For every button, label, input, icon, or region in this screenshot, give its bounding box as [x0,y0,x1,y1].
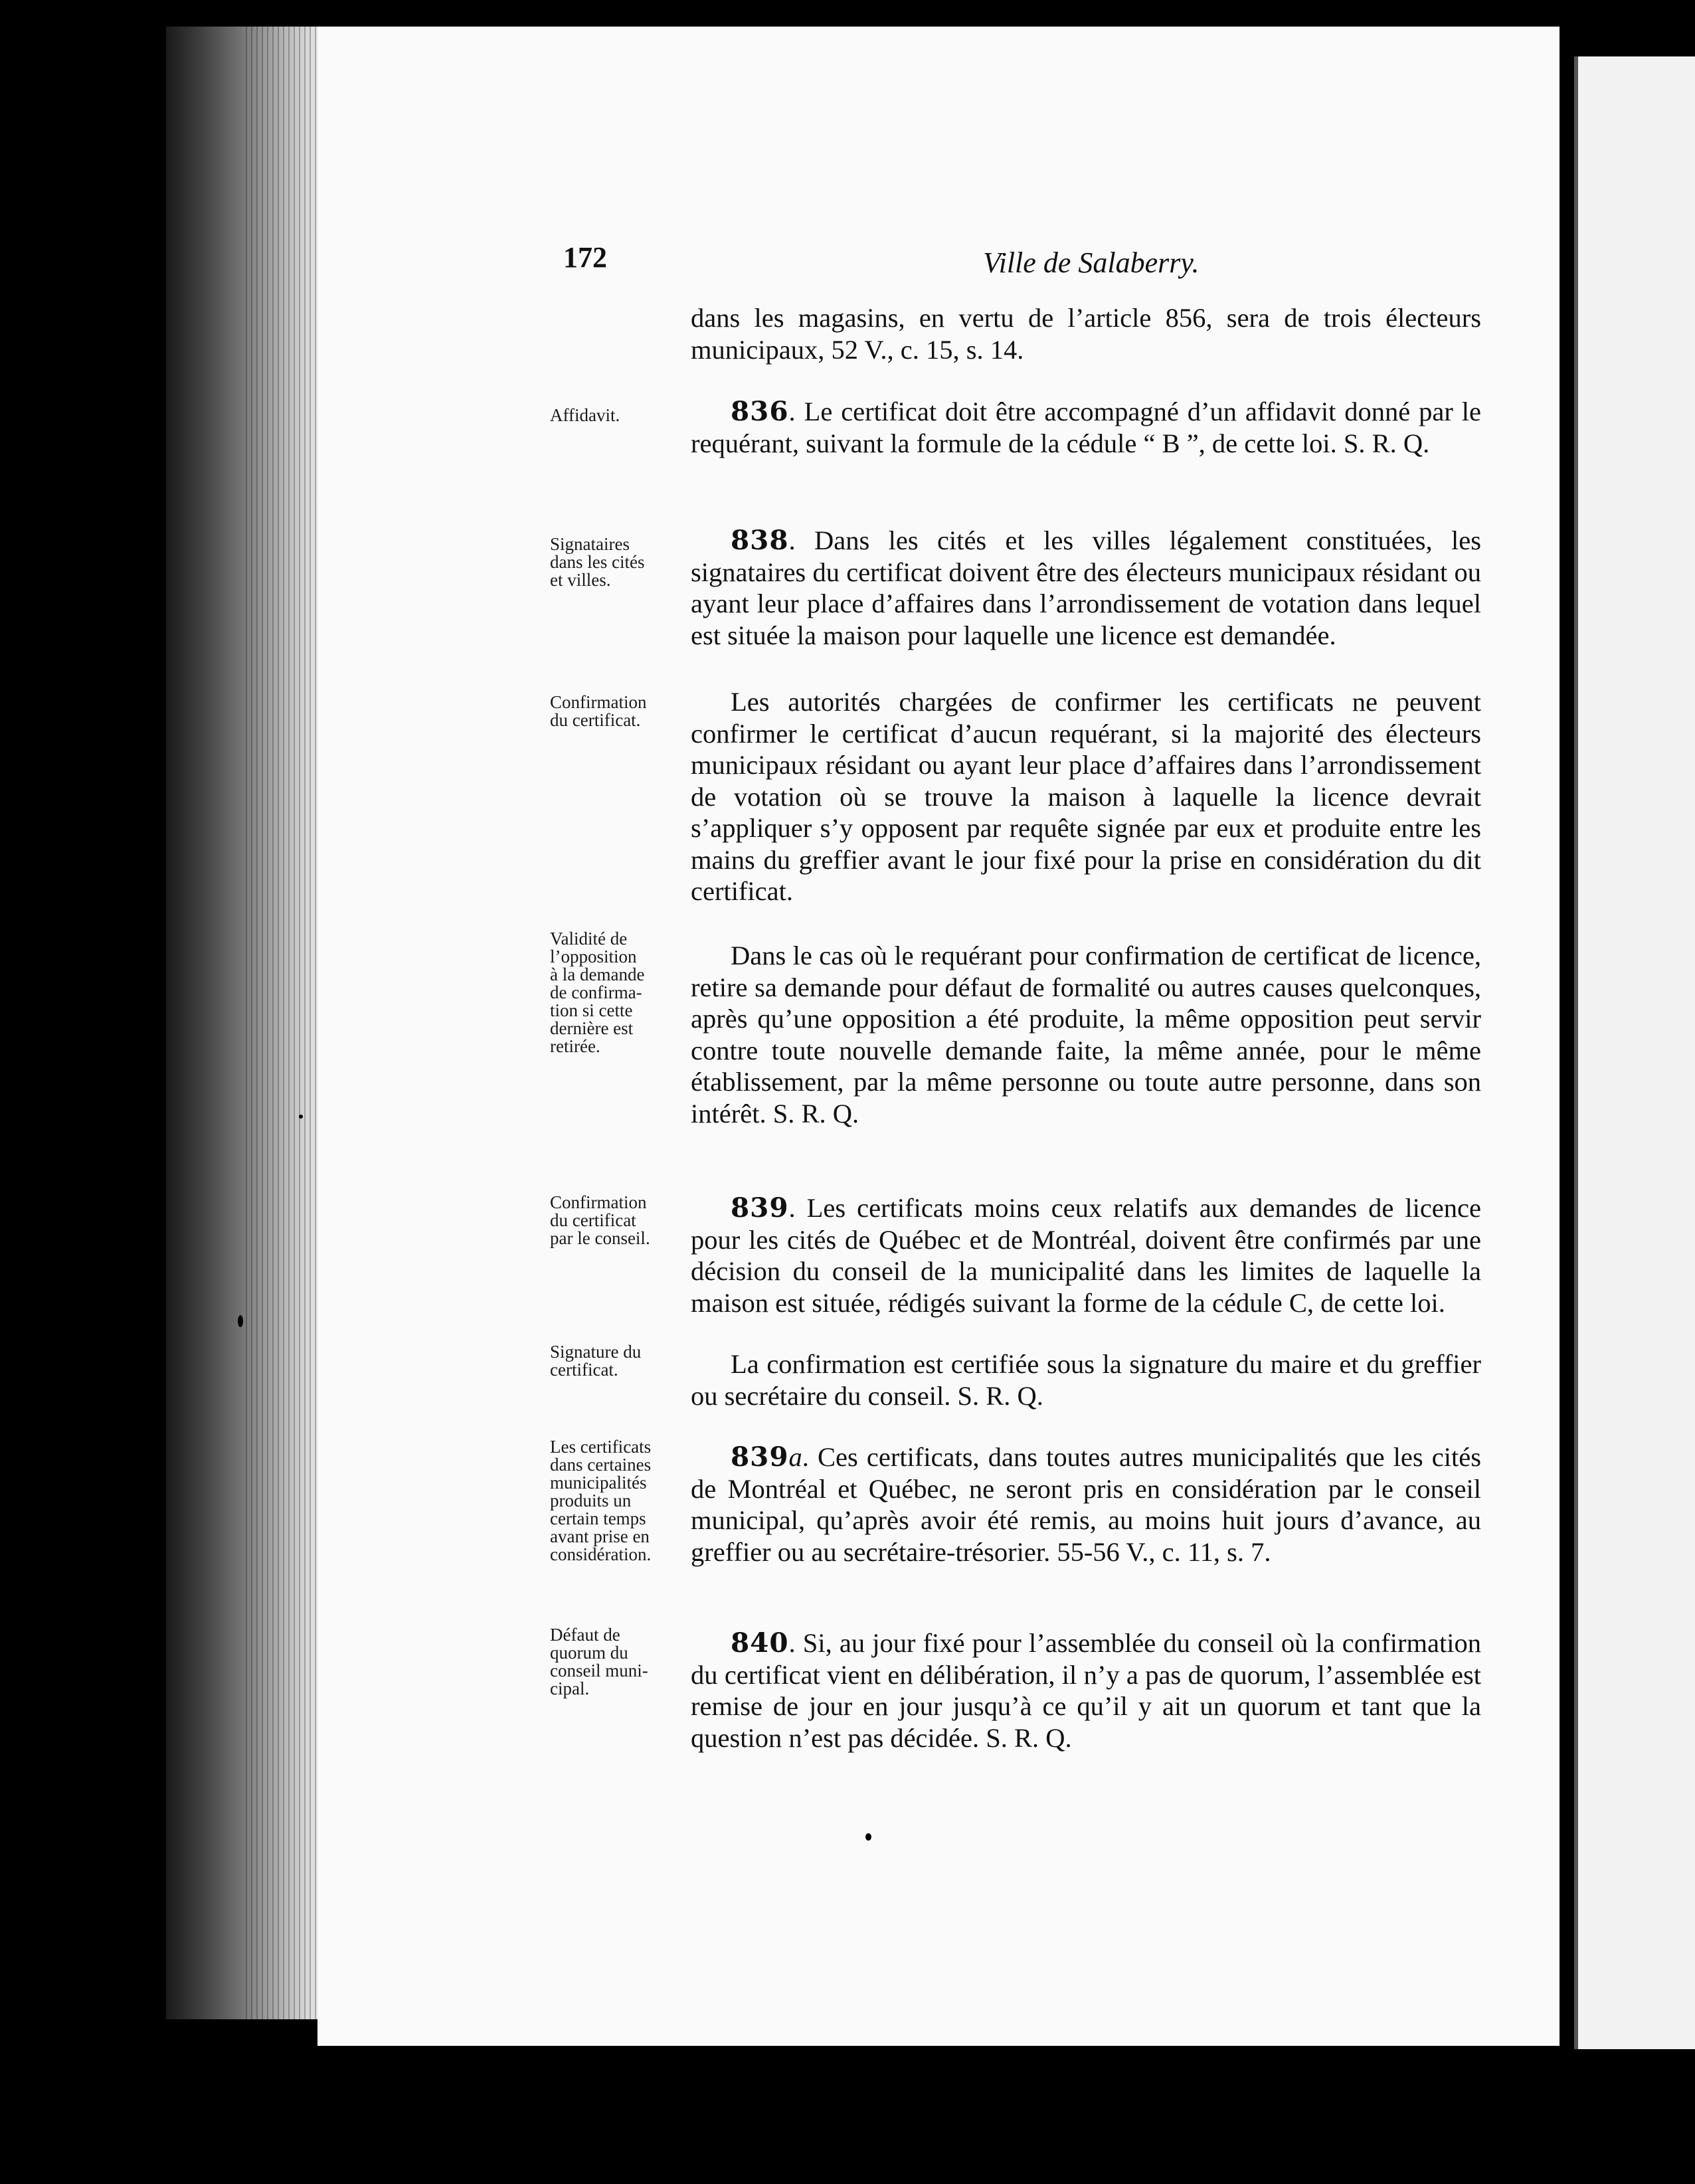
running-title: Ville de Salaberry. [983,246,1200,279]
margin-note-line: tion si cette [550,1000,633,1020]
section-number: 839 [731,1192,789,1224]
margin-note-quorum [550,1626,697,1698]
margin-note-line: considération. [550,1544,652,1564]
margin-note-line: du certificat. [550,710,641,730]
margin-note-certificats [550,1438,697,1564]
paragraph-838-confirmation [691,686,1481,907]
page-number: 172 [563,241,607,274]
margin-note-line: et villes. [550,570,611,590]
margin-note-line: municipalités [550,1473,647,1493]
paragraph-text: La confirmation est certifiée sous la signature du maire et du greffier ou secrétaire du conseil. S. R. Q. [691,1349,1481,1411]
margin-note-line: quorum du [550,1643,628,1663]
margin-note-affidavit [550,407,697,424]
section-text: . Ces certificats, dans toutes autres municipalités que les cités de Montréal et Québec, ne seront pris en considération par le conseil municipal, qu’après avoir été remis, au moins huit jours d’avance, au greffier ou au secrétaire-trésorier. 55-56 V., c. 11, s. 7. [691,1442,1481,1567]
section-number: 838 [731,524,789,556]
section-839 [691,1192,1481,1319]
section-text: . Les certificats moins ceux relatifs aux demandes de licence pour les cités de Québec et de Montréal, doivent être confirmés par une décision du conseil de la municipalité dans les limites de laquelle la maison est située, rédigés suivant la forme de la cédule C, de cette loi. [691,1193,1481,1318]
margin-note-line: certain temps [550,1508,646,1528]
section-839a [691,1441,1481,1568]
facing-page-shadow [1574,56,1578,2049]
margin-note-line: Validité de [550,929,628,949]
margin-note-confirmation [550,693,697,729]
margin-note-line: retirée. [550,1036,600,1056]
paragraph-838-opposition [691,940,1481,1129]
section-text: . Dans les cités et les villes légalement constituées, les signataires du certificat doivent être des électeurs municipaux résidant ou ayant leur place d’affaires dans l’arrondissement de votation dans lequel est située la maison pour laquelle une licence est demandée. [691,525,1481,650]
margin-note-line: Les certificats [550,1437,652,1457]
page-edge-lines [246,27,319,2019]
margin-note-line: Défaut de [550,1625,620,1645]
scan-speck [865,1833,871,1841]
margin-note-line: l’opposition [550,947,637,966]
margin-note-line: conseil muni- [550,1661,648,1681]
margin-note-line: Confirmation [550,1192,647,1212]
section-suffix: a [788,1442,802,1472]
margin-note-line: dernière est [550,1018,634,1038]
section-840 [691,1627,1481,1754]
margin-note-line: du certificat [550,1210,636,1230]
paragraph-text: Dans le cas où le requérant pour confirmation de certificat de licence, retire sa demande pour défaut de formalité ou autres causes quelconques, après qu’une opposition a été produite, la même opposition peut servir contre toute nouvelle demande faite, la même année, pour le même établissement, par la même personne ou toute autre personne, dans son intérêt. S. R. Q. [691,941,1481,1129]
section-836 [691,396,1481,459]
section-number: 840 [731,1627,789,1659]
paragraph-text: dans les magasins, en vertu de l’article 856, sera de trois électeurs municipaux, 52 V., c. 15, s. 14. [691,303,1481,365]
section-text: . Si, au jour fixé pour l’assemblée du conseil où la confirmation du certificat vient en délibération, il n’y a pas de quorum, l’assemblée est remise de jour en jour jusqu’à ce qu’il y ait un quorum et tant que la question n’est pas décidée. S. R. Q. [691,1628,1481,1753]
section-text: . Le certificat doit être accompagné d’un affidavit donné par le requérant, suivant la formule de la cédule “ B ”, de cette loi. S. R. Q. [691,397,1481,458]
paragraph-continuation [691,302,1481,365]
margin-note-line: Signataires [550,534,630,554]
margin-note-confirmation-conseil [550,1194,697,1247]
margin-note-validite [550,930,697,1055]
section-number: 839 [731,1441,789,1473]
margin-note-line: à la demande [550,964,645,984]
paragraph-839-signature [691,1348,1481,1411]
margin-note-line: par le conseil. [550,1228,650,1248]
margin-note-line: dans les cités [550,552,645,572]
paragraph-text: Les autorités chargées de confirmer les certificats ne peuvent confirmer le certificat d’aucun requérant, si la majorité des électeurs municipaux résidant ou ayant leur place d’affaires dans l’arrondissement de votation où se trouve la maison à laquelle la licence devrait s’appliquer s’y opposent par requête signée par eux et produite entre les mains du greffier avant le jour fixé pour la prise en considération du dit certificat. [691,687,1481,906]
section-number: 836 [731,395,789,427]
scan-speck [238,1315,243,1327]
section-838 [691,525,1481,651]
facing-page-edge [1574,56,1695,2049]
margin-note-signataires [550,535,697,589]
margin-note-line: Signature du [550,1342,642,1362]
margin-note-line: Affidavit. [550,405,620,425]
scan-speck [299,1115,303,1119]
margin-note-signature [550,1343,697,1379]
margin-note-line: Confirmation [550,692,647,712]
margin-note-line: cipal. [550,1679,590,1698]
margin-note-line: produits un [550,1491,632,1510]
margin-note-line: dans certaines [550,1455,652,1475]
margin-note-line: de confirma- [550,982,642,1002]
margin-note-line: certificat. [550,1360,618,1380]
margin-note-line: avant prise en [550,1526,650,1546]
